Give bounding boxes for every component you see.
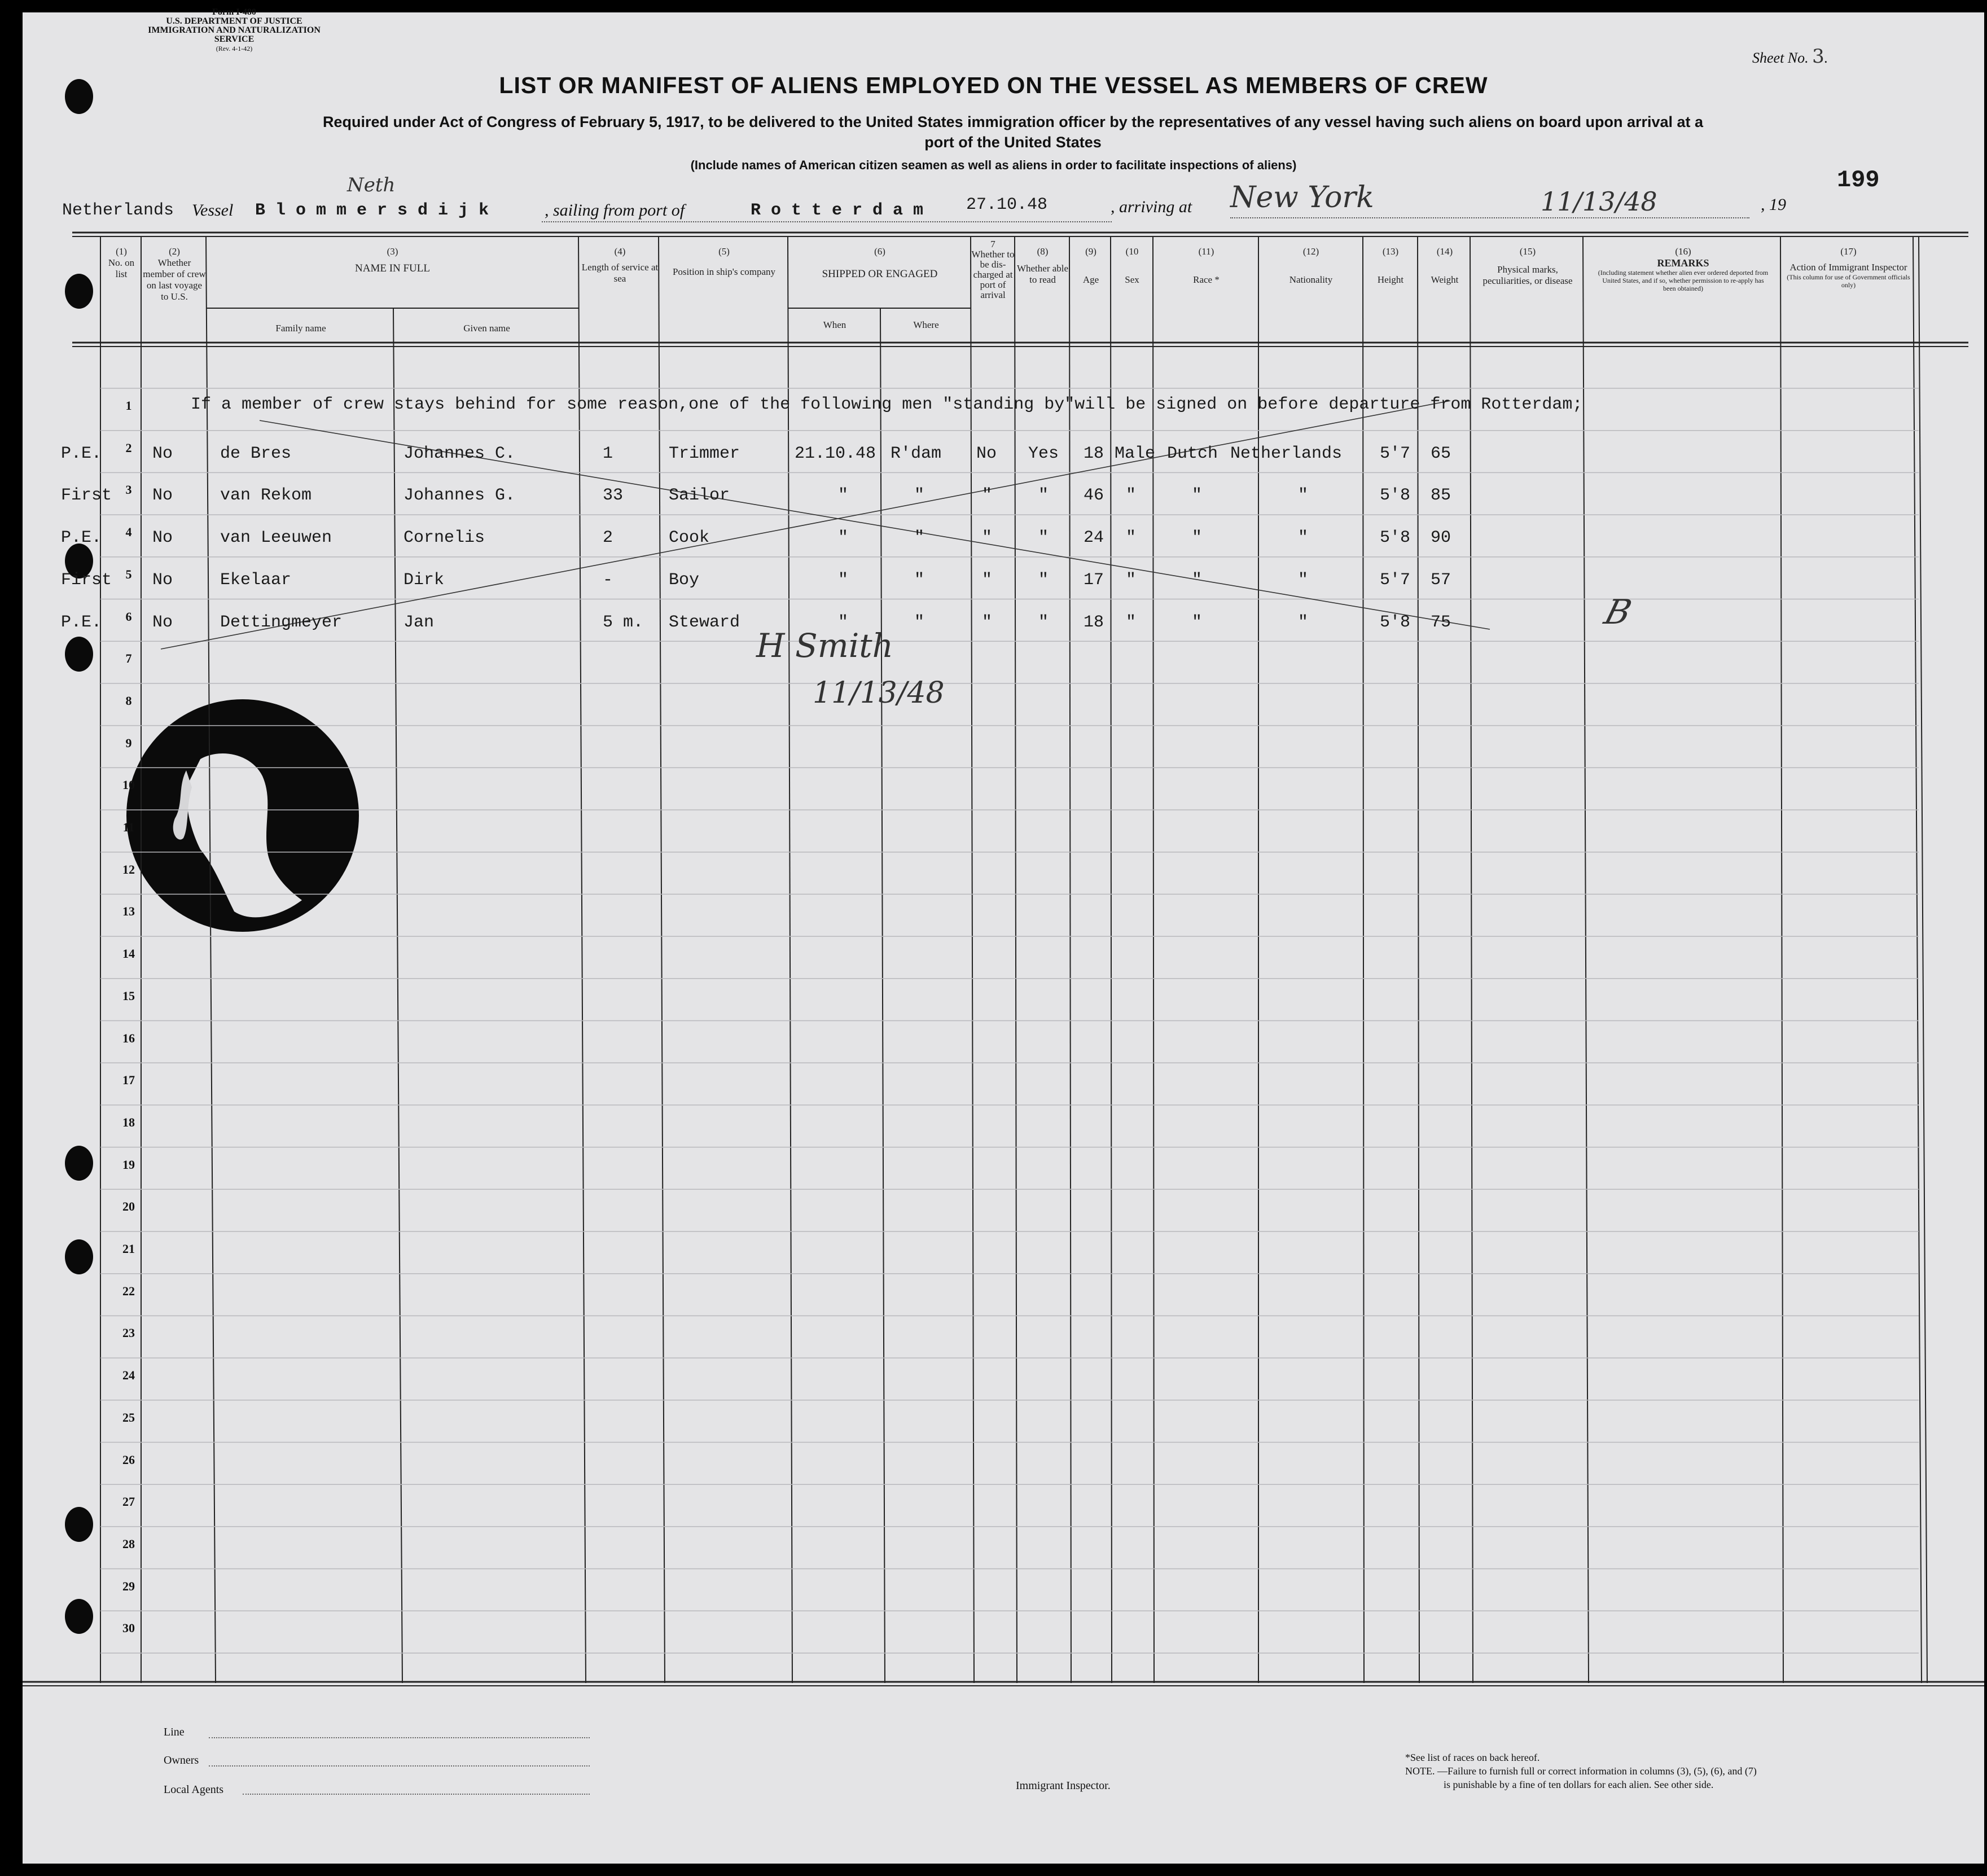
col-7-number: 7 xyxy=(990,239,995,249)
height-cell: 5'7 xyxy=(1380,570,1411,590)
subtitle-line-1: Required under Act of Congress of February 5, 1917, to be delivered to the United States immigration officer by the representatives of any vessel having such aliens on board upon arrival at a xyxy=(322,113,1704,130)
discharged-cell: No xyxy=(976,444,997,463)
age-cell: 24 xyxy=(1084,528,1104,548)
race-cell: Dutch xyxy=(1167,444,1218,463)
col-6-label: SHIPPED OR ENGAGED xyxy=(822,268,938,280)
row-number: 29 xyxy=(122,1579,135,1593)
row-number: 22 xyxy=(122,1283,135,1298)
sex-cell: " xyxy=(1126,528,1137,548)
family-name-cell: de Bres xyxy=(220,444,292,463)
row-number: 26 xyxy=(122,1452,135,1467)
col-1-number: (1) xyxy=(116,246,127,257)
status-mark: First xyxy=(61,486,112,506)
col-3a-label: Family name xyxy=(275,323,326,334)
row-number: 3 xyxy=(125,483,132,497)
col-11-number: (11) xyxy=(1198,246,1214,257)
col-8-header xyxy=(1016,246,1069,286)
age-cell: 46 xyxy=(1084,486,1104,506)
position-cell: Trimmer xyxy=(669,444,740,463)
col-16-note: (Including statement whether alien ever ordered deported from United States, and if so, whether permission to re-apply has been obtained) xyxy=(1598,269,1769,292)
col-11-header xyxy=(1154,246,1258,286)
col-3-label: NAME IN FULL xyxy=(355,262,430,274)
department: U.S. DEPARTMENT OF JUSTICE xyxy=(166,16,302,26)
weight-cell: 75 xyxy=(1431,612,1451,632)
weight-cell: 90 xyxy=(1431,528,1451,548)
row-number: 1 xyxy=(125,398,132,413)
revision: (Rev. 4-1-42) xyxy=(216,45,253,52)
stamp-number: 199 xyxy=(1837,166,1880,194)
sex-cell: " xyxy=(1126,486,1137,506)
sailing-label: , sailing from port of xyxy=(545,201,685,220)
row-number: 2 xyxy=(125,440,132,455)
col-12-number: (12) xyxy=(1302,246,1319,257)
col-3-header xyxy=(208,246,577,274)
age-cell: 18 xyxy=(1084,444,1104,463)
year-label: , 19 xyxy=(1761,195,1786,214)
shipped-when-cell: 21.10.48 xyxy=(795,444,876,463)
shipped-when-cell: " xyxy=(838,570,849,590)
col-15-header xyxy=(1472,246,1584,287)
sex-cell: " xyxy=(1126,612,1137,632)
col-9-header xyxy=(1071,246,1111,286)
last-voyage-cell: No xyxy=(152,612,173,632)
race-cell: " xyxy=(1192,486,1203,506)
col-17-number: (17) xyxy=(1840,246,1857,257)
given-name-cell: Dirk xyxy=(403,570,445,590)
dotted-rule xyxy=(243,1794,590,1795)
nationality-cell: " xyxy=(1298,528,1309,548)
given-name-cell: Johannes C. xyxy=(403,444,516,463)
col-6-number: (6) xyxy=(874,246,885,257)
col-1-header xyxy=(102,246,141,280)
given-name-cell: Johannes G. xyxy=(403,486,516,506)
note-line-1: —Failure to furnish full or correct information in columns (3), (5), (6), and (7) xyxy=(1437,1765,1757,1777)
row-number: 11 xyxy=(122,820,135,834)
col-17-header xyxy=(1782,246,1915,289)
row-number: 17 xyxy=(122,1073,135,1088)
col-13-number: (13) xyxy=(1382,246,1399,257)
given-name-cell: Jan xyxy=(403,612,435,632)
col-14-label: Weight xyxy=(1431,274,1459,285)
col-14-header xyxy=(1419,246,1471,286)
col-10-header xyxy=(1111,246,1153,286)
row-number: 7 xyxy=(125,651,132,666)
service: IMMIGRATION AND NATURALIZATION SERVICE xyxy=(148,25,321,44)
status-mark: P.E. xyxy=(61,528,102,548)
col-5-label: Position in ship's company xyxy=(672,266,776,277)
arriving-label: , arriving at xyxy=(1111,198,1192,216)
status-mark: P.E. xyxy=(61,612,102,632)
race-cell: " xyxy=(1192,570,1203,590)
col-12-label: Nationality xyxy=(1289,274,1333,285)
col-9-number: (9) xyxy=(1085,246,1096,257)
col-6b-label: Where xyxy=(913,319,939,330)
race-cell: " xyxy=(1192,612,1203,632)
able-to-read-cell: " xyxy=(1038,612,1049,632)
row-number: 30 xyxy=(122,1621,135,1636)
nationality: Netherlands xyxy=(62,201,174,220)
col-3b-label: Given name xyxy=(463,323,510,334)
col-2-number: (2) xyxy=(169,246,180,257)
arrival-port: New York xyxy=(1230,181,1374,214)
col-17-note: (This column for use of Government officials only) xyxy=(1787,273,1910,289)
footer-notes xyxy=(1405,1751,1757,1791)
shipped-where-cell: R'dam xyxy=(891,444,942,463)
races-note: *See list of races on back hereof. xyxy=(1405,1752,1540,1763)
col-6a-label: When xyxy=(823,319,846,330)
inspector-signature-date: 11/13/48 xyxy=(813,676,945,710)
service-length-cell: 33 xyxy=(603,486,624,506)
height-cell: 5'8 xyxy=(1380,528,1411,548)
position-cell: Sailor xyxy=(669,486,730,506)
row-number: 14 xyxy=(122,946,135,961)
last-voyage-cell: No xyxy=(152,570,173,590)
col-9-label: Age xyxy=(1082,274,1099,285)
standby-note: If a member of crew stays behind for some reason,one of the following men "standing by"will be signed on before departure from Rotterdam; xyxy=(191,395,1583,414)
col-11-label: Race * xyxy=(1193,274,1220,285)
age-cell: 18 xyxy=(1084,612,1104,632)
col-13-label: Height xyxy=(1377,274,1404,285)
col-16-header xyxy=(1586,246,1780,292)
shipped-where-cell: " xyxy=(914,612,925,632)
col-8-number: (8) xyxy=(1037,246,1049,257)
shipped-when-cell: " xyxy=(838,486,849,506)
col-16-label: REMARKS xyxy=(1657,257,1709,269)
inspector-signature: H Smith xyxy=(756,626,893,665)
col-7-label: Whether to be dis-charged at port of arrival xyxy=(971,249,1015,300)
last-voyage-cell: No xyxy=(152,528,173,548)
subtitle-note: (Include names of American citizen seamen as well as aliens in order to facilitate inspections of aliens) xyxy=(690,158,1297,172)
last-voyage-cell: No xyxy=(152,486,173,506)
dotted-rule xyxy=(209,1765,590,1767)
col-14-number: (14) xyxy=(1436,246,1453,257)
weight-cell: 85 xyxy=(1431,486,1451,506)
weight-cell: 57 xyxy=(1431,570,1451,590)
sailing-port: R o t t e r d a m xyxy=(751,201,924,220)
nationality-cell: " xyxy=(1298,612,1309,632)
last-voyage-cell: No xyxy=(152,444,173,463)
col-17-label: Action of Immigrant Inspector xyxy=(1789,262,1907,273)
discharged-cell: " xyxy=(982,570,993,590)
position-cell: Boy xyxy=(669,570,700,590)
service-length-cell: - xyxy=(603,570,613,590)
footer-owners-label: Owners xyxy=(164,1754,199,1767)
nationality-cell: " xyxy=(1298,486,1309,506)
sailing-date: 27.10.48 xyxy=(966,195,1048,214)
position-cell: Steward xyxy=(669,612,740,632)
height-cell: 5'7 xyxy=(1380,444,1411,463)
row-number: 15 xyxy=(122,988,135,1003)
sheet-label: Sheet No. xyxy=(1752,50,1809,66)
family-name-cell: Dettingmeyer xyxy=(220,612,343,632)
col-5-number: (5) xyxy=(718,246,730,257)
col-1-label: No. on list xyxy=(108,257,135,279)
family-name-cell: van Rekom xyxy=(220,486,312,506)
row-number: 16 xyxy=(122,1031,135,1045)
row-number: 27 xyxy=(122,1494,135,1509)
inspector-initial: B xyxy=(1600,593,1636,632)
row-number: 23 xyxy=(122,1326,135,1340)
col-6-header xyxy=(789,246,971,280)
col-16-number: (16) xyxy=(1675,246,1691,257)
row-number: 28 xyxy=(122,1536,135,1551)
shipped-where-cell: " xyxy=(914,528,925,548)
sex-cell: Male xyxy=(1115,444,1156,463)
col-12-header xyxy=(1259,246,1363,286)
weight-cell: 65 xyxy=(1431,444,1451,463)
height-cell: 5'8 xyxy=(1380,486,1411,506)
nationality-handwritten: Neth xyxy=(347,174,396,196)
col-15-label: Physical marks, peculiarities, or disease xyxy=(1482,264,1573,286)
page-title: LIST OR MANIFEST OF ALIENS EMPLOYED ON THE VESSEL AS MEMBERS OF CREW xyxy=(499,72,1488,98)
discharged-cell: " xyxy=(982,528,993,548)
col-15-number: (15) xyxy=(1519,246,1536,257)
nationality-cell: " xyxy=(1298,570,1309,590)
col-3-number: (3) xyxy=(387,246,398,257)
footer-agents-label: Local Agents xyxy=(164,1783,224,1796)
arrival-date: 11/13/48 xyxy=(1541,186,1657,217)
discharged-cell: " xyxy=(982,486,993,506)
immigrant-inspector-label: Immigrant Inspector. xyxy=(1016,1779,1111,1792)
row-number: 21 xyxy=(122,1242,135,1256)
shipped-when-cell: " xyxy=(838,612,849,632)
subtitle-line-2: port of the United States xyxy=(924,134,1102,151)
shipped-where-cell: " xyxy=(914,486,925,506)
able-to-read-cell: " xyxy=(1038,528,1049,548)
shipped-where-cell: " xyxy=(914,570,925,590)
col-5-header xyxy=(660,246,788,278)
sex-cell: " xyxy=(1126,570,1137,590)
status-mark: P.E. xyxy=(61,444,102,463)
nationality-cell: Netherlands xyxy=(1230,444,1343,463)
col-10-label: Sex xyxy=(1125,274,1139,285)
sheet-number: Sheet No. 3. xyxy=(1752,45,1828,68)
row-number: 8 xyxy=(125,693,132,708)
col-8-label: Whether able to read xyxy=(1016,263,1069,285)
row-number: 19 xyxy=(122,1157,135,1172)
note-label: NOTE. xyxy=(1405,1765,1435,1777)
height-cell: 5'8 xyxy=(1380,612,1411,632)
row-number: 12 xyxy=(122,862,135,876)
form-number: Form I-480 xyxy=(212,7,256,17)
row-number: 5 xyxy=(125,567,132,581)
col-4-number: (4) xyxy=(614,246,626,257)
discharged-cell: " xyxy=(982,612,993,632)
shipped-when-cell: " xyxy=(838,528,849,548)
position-cell: Cook xyxy=(669,528,710,548)
row-number: 13 xyxy=(122,904,135,919)
given-name-cell: Cornelis xyxy=(403,528,485,548)
row-number: 6 xyxy=(125,609,132,624)
row-number: 18 xyxy=(122,1115,135,1129)
row-number: 24 xyxy=(122,1368,135,1383)
vessel-label: Vessel xyxy=(192,201,234,220)
footer-line-label: Line xyxy=(164,1726,185,1738)
row-number: 10 xyxy=(122,778,135,792)
col-4-header xyxy=(581,246,659,284)
service-length-cell: 1 xyxy=(603,444,613,463)
row-number: 25 xyxy=(122,1410,135,1424)
dotted-rule xyxy=(209,1737,590,1738)
row-number: 9 xyxy=(125,735,132,750)
col-7-header xyxy=(971,239,1015,300)
age-cell: 17 xyxy=(1084,570,1104,590)
col-13-header xyxy=(1363,246,1418,286)
service-length-cell: 5 m. xyxy=(603,612,644,632)
col-2-label: Whether member of crew on last voyage to U.S. xyxy=(143,257,206,302)
service-length-cell: 2 xyxy=(603,528,613,548)
able-to-read-cell: Yes xyxy=(1028,444,1059,463)
family-name-cell: Ekelaar xyxy=(220,570,292,590)
sheet-value: 3 xyxy=(1812,45,1824,68)
status-mark: First xyxy=(61,570,112,590)
note-line-2: is punishable by a fine of ten dollars for each alien. See other side. xyxy=(1444,1779,1714,1790)
race-cell: " xyxy=(1192,528,1203,548)
col-2-header xyxy=(143,246,206,303)
row-number: 20 xyxy=(122,1199,135,1214)
able-to-read-cell: " xyxy=(1038,486,1049,506)
col-4-label: Length of service at sea xyxy=(581,262,659,284)
able-to-read-cell: " xyxy=(1038,570,1049,590)
col-10-number: (10 xyxy=(1125,246,1139,257)
row-number: 4 xyxy=(125,525,132,540)
family-name-cell: van Leeuwen xyxy=(220,528,332,548)
vessel-name: B l o m m e r s d i j k xyxy=(255,201,489,220)
